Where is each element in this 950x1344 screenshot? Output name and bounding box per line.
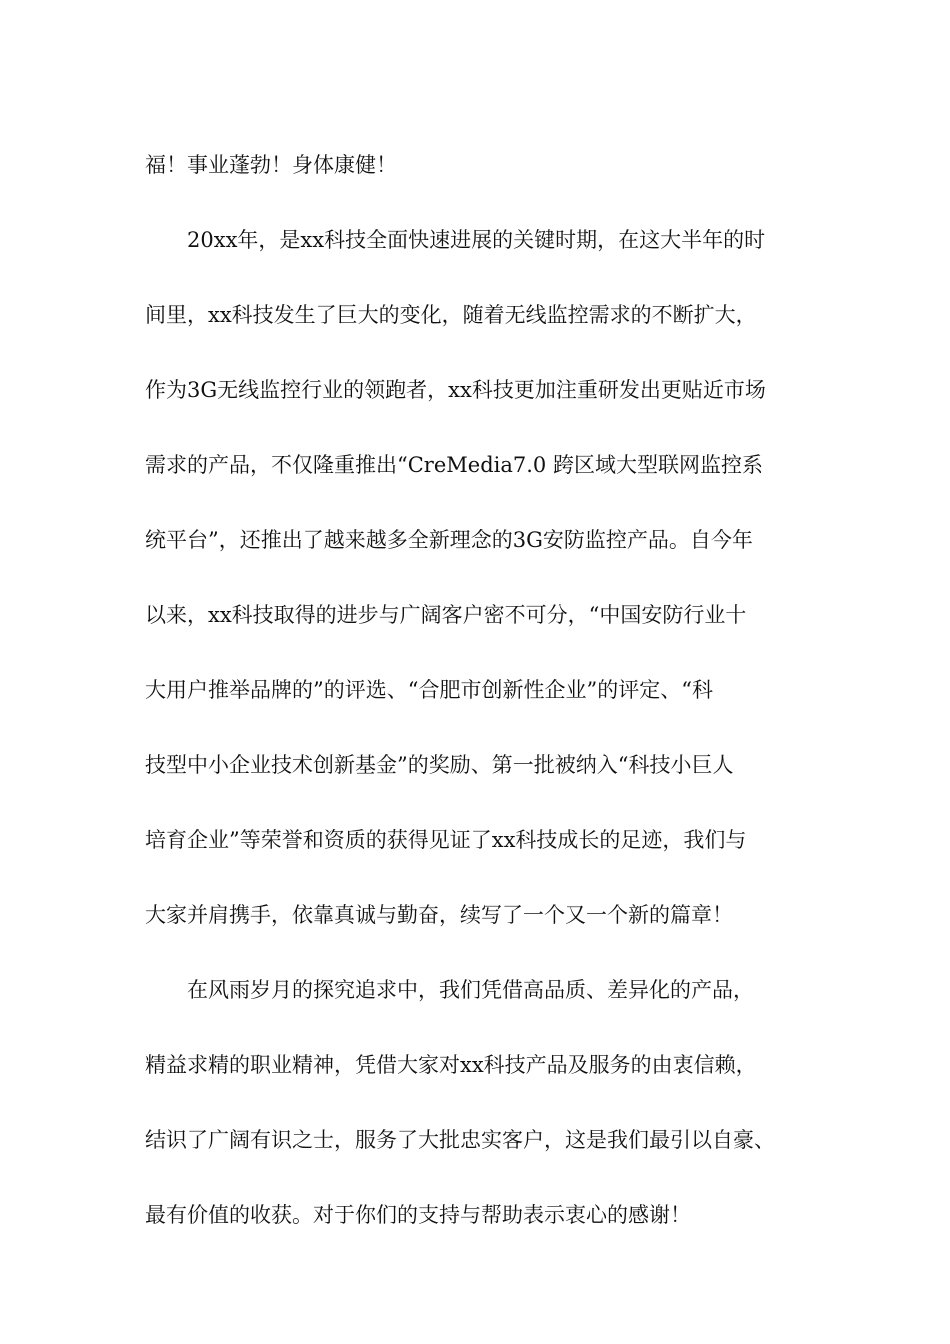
text-line: 结识了广阔有识之士，服务了大批忠实客户，这是我们最引以自豪、 xyxy=(145,1128,775,1152)
text-line: 间里，xx科技发生了巨大的变化，随着无线监控需求的不断扩大， xyxy=(145,303,757,327)
text-line: 以来，xx科技取得的进步与广阔客户密不可分，“中国安防行业十 xyxy=(145,603,747,627)
text-line: 20xx年，是xx科技全面快速进展的关键时期，在这大半年的时 xyxy=(187,228,766,252)
document-body xyxy=(145,128,835,1253)
text-line: 大家并肩携手，依靠真诚与勤奋，续写了一个又一个新的篇章！ xyxy=(145,903,733,927)
text-line: 最有价值的收获。对于你们的支持与帮助表示衷心的感谢！ xyxy=(145,1203,691,1227)
text-line: 统平台”，还推出了越来越多全新理念的3G安防监控产品。自今年 xyxy=(145,528,753,552)
text-line: 福！事业蓬勃！身体康健！ xyxy=(145,153,397,177)
text-line: 大用户推举品牌的”的评选、“合肥市创新性企业”的评定、“科 xyxy=(145,678,713,702)
text-line: 需求的产品，不仅隆重推出“CreMedia7.0 跨区域大型联网监控系 xyxy=(145,453,763,477)
text-line: 培育企业”等荣誉和资质的获得见证了xx科技成长的足迹，我们与 xyxy=(145,828,747,852)
text-line: 作为3G无线监控行业的领跑者，xx科技更加注重研发出更贴近市场 xyxy=(145,378,766,402)
text-line: 精益求精的职业精神，凭借大家对xx科技产品及服务的由衷信赖， xyxy=(145,1053,757,1077)
text-line: 技型中小企业技术创新基金”的奖励、第一批被纳入“科技小巨人 xyxy=(145,753,734,777)
text-line: 在风雨岁月的探究追求中，我们凭借高品质、差异化的产品， xyxy=(187,978,754,1002)
